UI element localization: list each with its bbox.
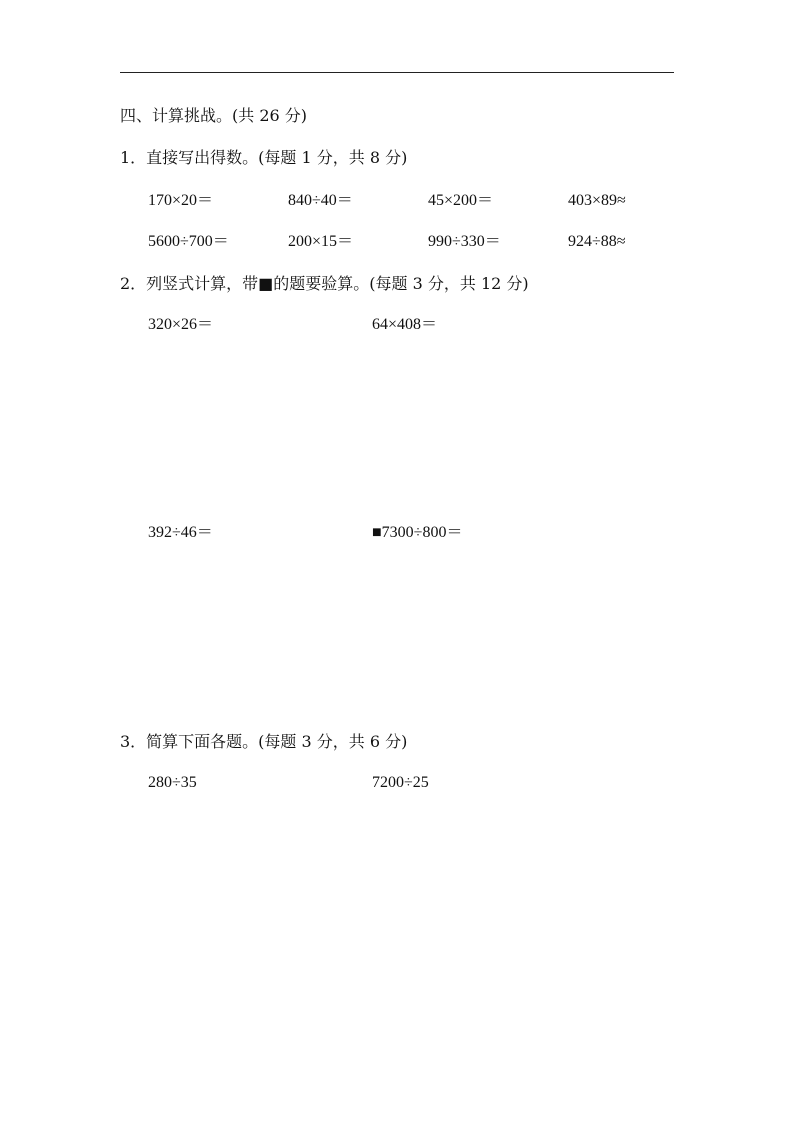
q1-item: 840÷40＝ xyxy=(288,192,353,209)
q1-item: 5600÷700＝ xyxy=(148,233,229,250)
q3-item: 7200÷25 xyxy=(372,774,429,791)
section-title: 四、计算挑战。(共 26 分) xyxy=(120,106,308,125)
q1-item: 924÷88≈ xyxy=(568,233,626,250)
question-3-title: 3．简算下面各题。(每题 3 分，共 6 分) xyxy=(120,732,408,751)
question-2-title: 2．列竖式计算，带■的题要验算。(每题 3 分，共 12 分) xyxy=(120,274,529,293)
q3-item: 280÷35 xyxy=(148,774,197,791)
question-1-title: 1．直接写出得数。(每题 1 分，共 8 分) xyxy=(120,148,408,167)
q1-item: 45×200＝ xyxy=(428,192,494,209)
q1-item: 403×89≈ xyxy=(568,192,626,209)
header-rule xyxy=(120,72,674,73)
q2-item: 392÷46＝ xyxy=(148,524,213,541)
q1-item: 990÷330＝ xyxy=(428,233,501,250)
q1-item: 200×15＝ xyxy=(288,233,354,250)
q1-item: 170×20＝ xyxy=(148,192,214,209)
q2-item: ■7300÷800＝ xyxy=(372,524,463,541)
q2-item: 320×26＝ xyxy=(148,316,214,333)
q2-item: 64×408＝ xyxy=(372,316,438,333)
